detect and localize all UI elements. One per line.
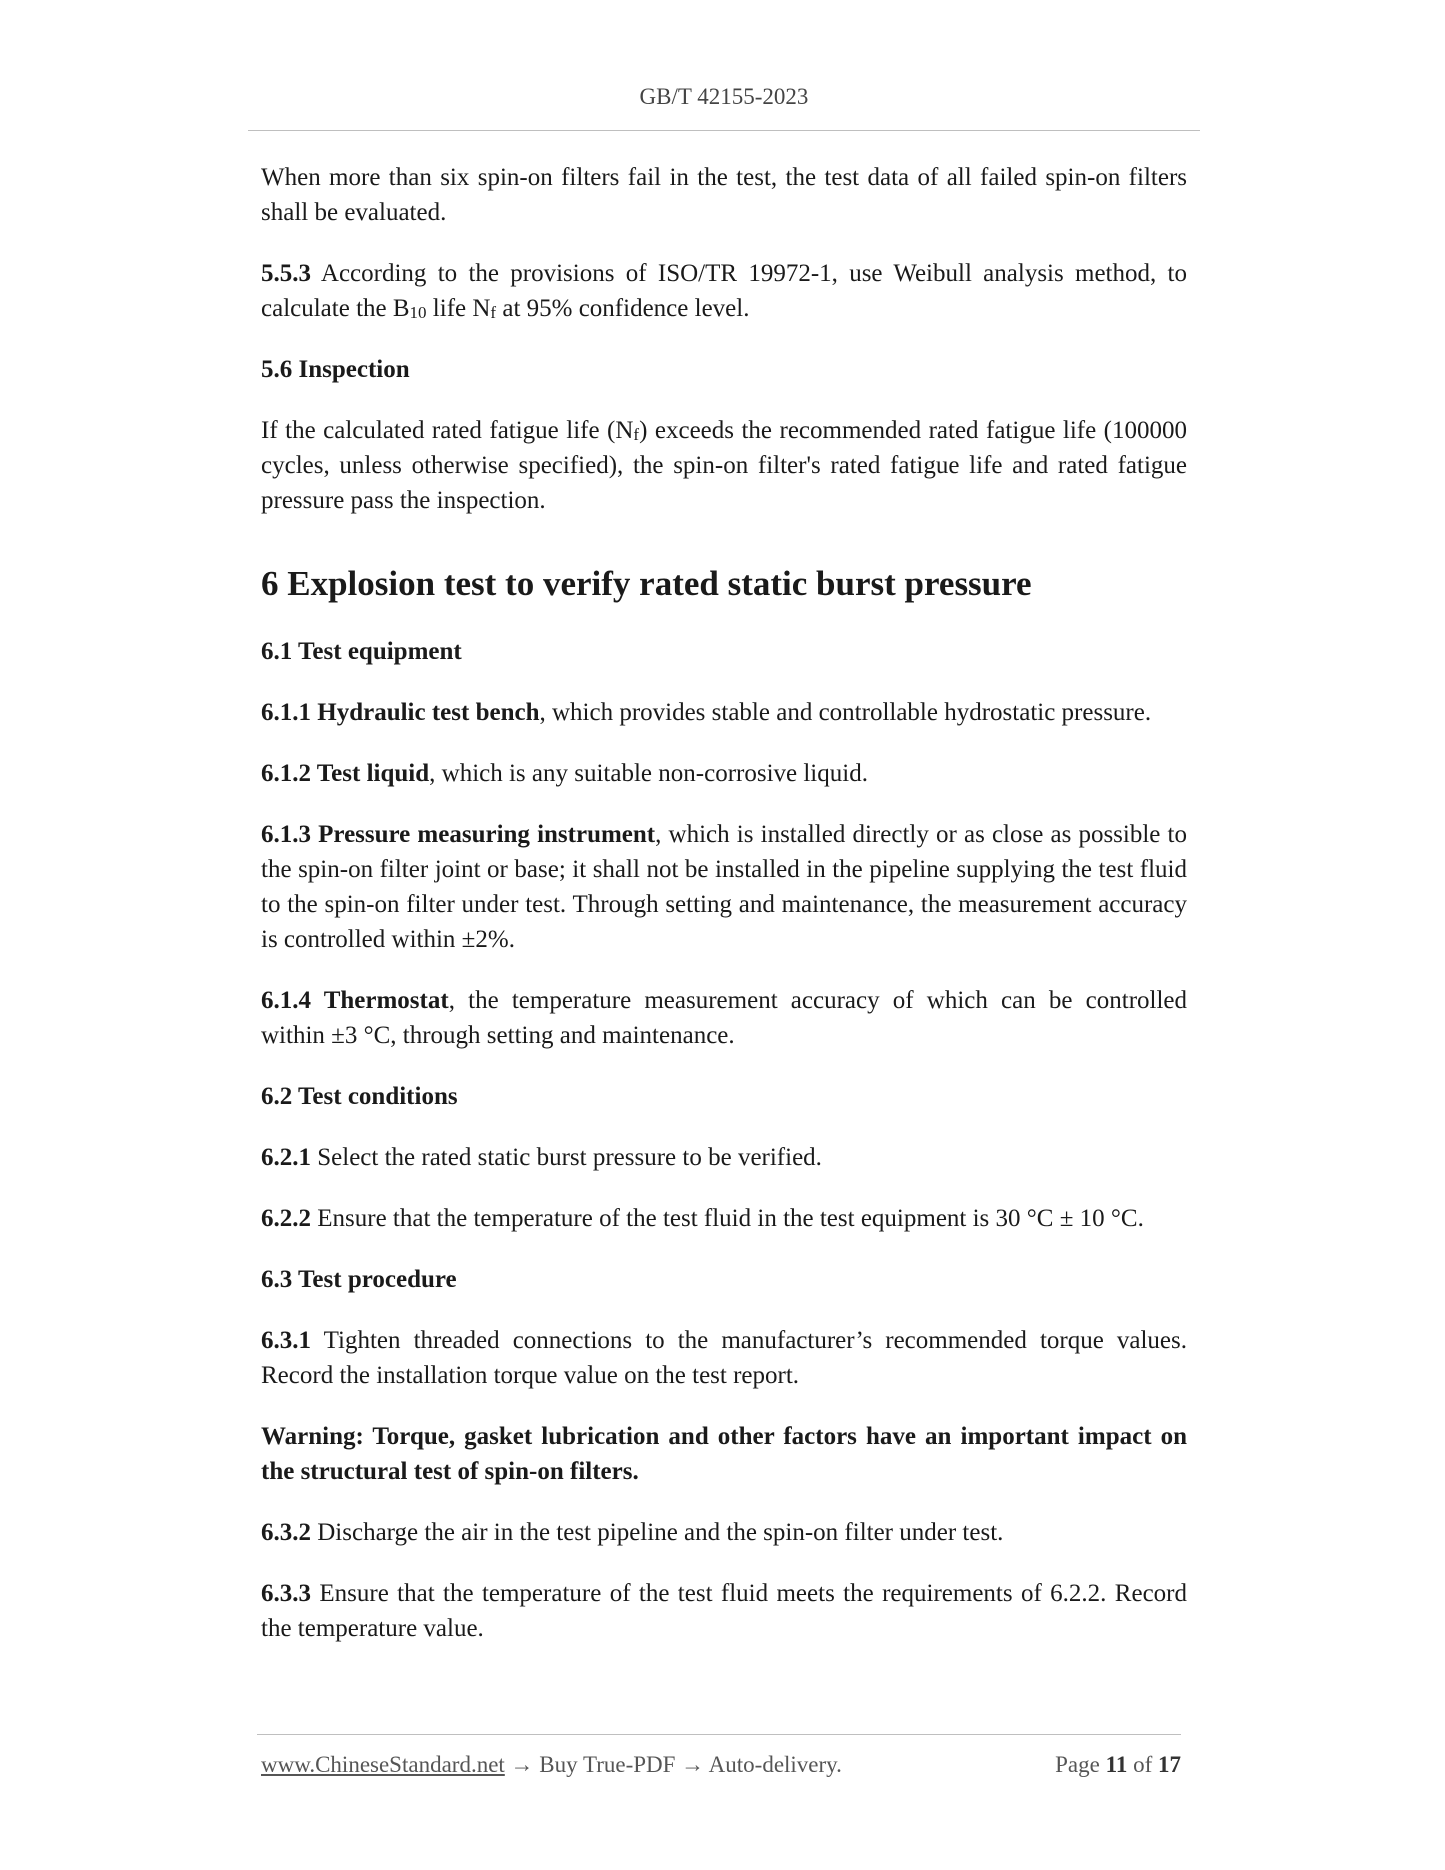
page-indicator: Page 11 of 17	[1055, 1752, 1181, 1777]
clause-6-1-1: 6.1.1 Hydraulic test bench, which provides stable and controllable hydrostatic pressure.	[261, 699, 1152, 726]
paragraph-failed-filters: When more than six spin-on filters fail in the test, the test data of all failed spin-on filters shall be evaluated.	[261, 164, 1187, 226]
clause-number: 5.5.3	[261, 260, 311, 287]
clause-6-2-1: 6.2.1 Select the rated static burst pressure to be verified.	[261, 1144, 822, 1171]
footer-promo	[261, 1752, 842, 1778]
heading-6-3: 6.3 Test procedure	[261, 1266, 457, 1293]
current-page: 11	[1105, 1752, 1128, 1777]
clause-6-1-2: 6.1.2 Test liquid, which is any suitable non-corrosive liquid.	[261, 760, 868, 787]
page-header: GB/T 42155-2023	[639, 84, 809, 109]
clause-6-3-3: 6.3.3 Ensure that the temperature of the test fluid meets the requirements of 6.2.2. Record the temperature value.	[261, 1580, 1187, 1642]
heading-6-1: 6.1 Test equipment	[261, 638, 462, 665]
heading-6: 6 Explosion test to verify rated static burst pressure	[261, 564, 1032, 603]
clause-5-5-3: 5.5.3 According to the provisions of ISO/TR 19972-1, use Weibull analysis method, to calculate the $B_{10}$ life $N_f$ at 95% confidence level.	[261, 260, 1187, 322]
clause-6-3-2: 6.3.2 Discharge the air in the test pipeline and the spin-on filter under test.	[261, 1519, 1004, 1546]
warning-note: Warning: Torque, gasket lubrication and other factors have an important impact on the structural test of spin-on filters.	[261, 1423, 1187, 1485]
clause-6-1-3: 6.1.3 Pressure measuring instrument, which is installed directly or as close as possible to the spin-on filter joint or base; it shall not be installed in the pipeline supplying the test fluid to the spin-on filter under test. Through setting and maintenance, the measurement accuracy is controlled within ±2%.	[261, 821, 1187, 953]
site-link[interactable]: www.ChineseStandard.net	[261, 1752, 505, 1777]
footer-divider	[257, 1734, 1181, 1735]
heading-5-6: 5.6 Inspection	[261, 356, 410, 383]
header-divider	[248, 130, 1200, 131]
clause-6-2-2: 6.2.2 Ensure that the temperature of the test fluid in the test equipment is 30 °C ± 10 °C.	[261, 1205, 1144, 1232]
footer-tagline: → Buy True-PDF → Auto-delivery.	[504, 1752, 842, 1777]
document-body	[261, 160, 1187, 1672]
page-footer	[261, 1752, 1181, 1782]
heading-6-2: 6.2 Test conditions	[261, 1083, 458, 1110]
paragraph-inspection: If the calculated rated fatigue life $(N_f)$ exceeds the recommended rated fatigue life (100000 cycles, unless otherwise specified), the spin-on filter's rated fatigue life and rated fatigue pressure pass the inspection.	[261, 417, 1188, 514]
clause-6-1-4: 6.1.4 Thermostat, the temperature measurement accuracy of which can be controlled within ±3 °C, through setting and maintenance.	[261, 987, 1188, 1049]
clause-6-3-1: 6.3.1 Tighten threaded connections to the manufacturer’s recommended torque values. Record the installation torque value on the test report.	[261, 1327, 1187, 1389]
total-pages: 17	[1158, 1752, 1181, 1777]
